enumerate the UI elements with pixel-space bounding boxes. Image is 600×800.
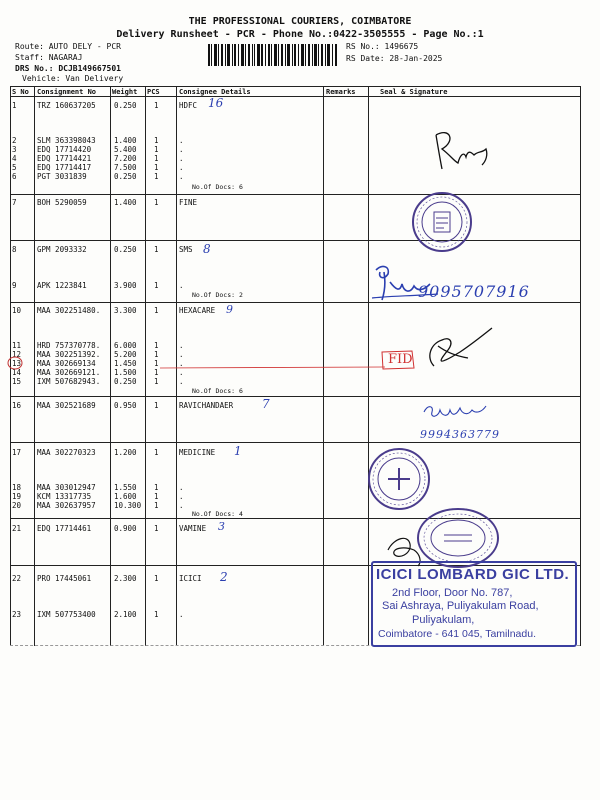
col-weight: Weight [112, 88, 138, 96]
col-sno: S No [12, 88, 29, 96]
route-label: Route: AUTO DELY - PCR [15, 42, 121, 51]
cell-text: Sai Ashraya, Puliyakulam Road, [382, 600, 539, 612]
col-pcs: PCS [147, 88, 160, 96]
cell-text: . [179, 163, 184, 172]
cell-text: 1.550 [114, 483, 137, 492]
cell-text: 1 [154, 154, 159, 163]
signature-4 [420, 398, 490, 428]
cell-text: PGT 3031839 [37, 172, 87, 181]
cell-text: MAA 302521689 [37, 401, 96, 410]
cell-text: 18 [12, 483, 22, 492]
cell-text: 5 [12, 163, 17, 172]
cell-text: 5.400 [114, 145, 137, 154]
cell-text: IXM 507753400 [37, 610, 96, 619]
cell-text: 2nd Floor, Door No. 787, [392, 587, 513, 599]
col-remarks: Remarks [326, 88, 356, 96]
staff-label: Staff: NAGARAJ [15, 53, 83, 62]
doc-count: No.Of Docs: 2 [192, 291, 243, 299]
cell-text: 1 [154, 350, 159, 359]
cell-text: 1 [154, 341, 159, 350]
cell-text: Coimbatore - 641 045, Tamilnadu. [378, 628, 536, 640]
cell-text: HEXACARE [179, 306, 216, 315]
row-13-circle [6, 356, 24, 370]
cell-text: 21 [12, 524, 22, 533]
cell-text: 1.400 [114, 136, 137, 145]
cell-text: 0.250 [114, 377, 137, 386]
vehicle-label: Vehicle: Van Delivery [22, 74, 124, 83]
drs-label: DRS No.: DCJB149667501 [15, 64, 121, 73]
cell-text: 12 [12, 350, 22, 359]
cell-text: HRD 757370778. [37, 341, 101, 350]
row-pcs: 1 [154, 101, 159, 110]
cell-text: MAA 302637957 [37, 501, 96, 510]
doc-count: No.Of Docs: 4 [192, 510, 243, 518]
cell-text: . [179, 377, 184, 386]
icici-note: 2 [220, 570, 228, 584]
cell-text: . [179, 172, 184, 181]
runsheet-subtitle: Delivery Runsheet - PCR - Phone No.:0422-3505555 - Page No.:1 [116, 29, 484, 40]
phone-note: 9095707916 [418, 282, 530, 301]
doc-count: No.Of Docs: 6 [192, 183, 243, 191]
cell-text: 2.300 [114, 574, 137, 583]
cell-text: 1.500 [114, 368, 137, 377]
cell-text: ICICI [179, 574, 202, 583]
cell-text: ICICI LOMBARD GIC LTD. [376, 566, 570, 583]
col-seal-signature: Seal & Signature [380, 88, 448, 96]
cell-text: 1.600 [114, 492, 137, 501]
cell-text: EDQ 17714417 [37, 163, 92, 172]
cell-text: EDQ 17714461 [37, 524, 92, 533]
cell-text: EDQ 17714421 [37, 154, 92, 163]
cell-text: 7 [12, 198, 17, 207]
cell-text: 1 [154, 401, 159, 410]
cell-text: 1 [154, 524, 159, 533]
cell-text: 4 [12, 154, 17, 163]
cell-text: 16 [12, 401, 22, 410]
cell-text: 1 [154, 172, 159, 181]
cell-text: 11 [12, 341, 22, 350]
cell-text: EDQ 17714420 [37, 145, 92, 154]
cell-text: 1 [154, 368, 159, 377]
ravi-note: 7 [262, 397, 270, 411]
cell-text: 1 [154, 377, 159, 386]
cell-text: GPM 2093332 [37, 245, 87, 254]
cell-text: 1 [154, 306, 159, 315]
cell-text: 1 [154, 574, 159, 583]
cell-text: . [179, 341, 184, 350]
cell-text: 1 [154, 198, 159, 207]
signature-1 [430, 125, 500, 175]
rs-date-label: RS Date: 28-Jan-2025 [346, 54, 443, 63]
col-consignment: Consignment No [37, 88, 97, 96]
cell-text: 3.300 [114, 306, 137, 315]
cell-text: 20 [12, 501, 22, 510]
cell-text: . [179, 350, 184, 359]
col-consignee: Consignee Details [179, 88, 251, 96]
row-consignment: TRZ 160637205 [37, 101, 96, 110]
cell-text: 1.200 [114, 448, 137, 457]
cell-text: 0.250 [114, 245, 137, 254]
cell-text: 14 [12, 368, 22, 377]
cell-text: BOH 5290059 [37, 198, 87, 207]
cell-text: . [179, 145, 184, 154]
cell-text: 1 [154, 136, 159, 145]
cell-text: IXM 507682943. [37, 377, 101, 386]
cell-text: MEDICINE [179, 448, 216, 457]
company-seal-icon [410, 190, 474, 254]
cell-text: 1 [154, 610, 159, 619]
cell-text: 0.950 [114, 401, 137, 410]
cell-text: VAMINE [179, 524, 207, 533]
cell-text: . [179, 281, 184, 290]
signature-2 [370, 262, 440, 304]
cell-text: 1 [154, 501, 159, 510]
cell-text: 1.450 [114, 359, 137, 368]
cell-text: 7.200 [114, 154, 137, 163]
cell-text: Puliyakulam, [412, 614, 475, 626]
cell-text: 1 [154, 281, 159, 290]
row-consignee: HDFC [179, 101, 198, 110]
cell-text: MAA 303012947 [37, 483, 96, 492]
signature-3 [420, 322, 500, 378]
cell-text: . [179, 154, 184, 163]
phone-note-2: 9994363779 [420, 428, 500, 441]
cell-text: RAVICHANDAER [179, 401, 234, 410]
cell-text: 9 [12, 281, 17, 290]
cell-text: . [179, 359, 184, 368]
cell-text: 6.000 [114, 341, 137, 350]
cell-text: . [179, 492, 184, 501]
cell-text: 0.900 [114, 524, 137, 533]
cell-text: . [179, 501, 184, 510]
cell-text: 1 [154, 145, 159, 154]
cell-text: 3 [12, 145, 17, 154]
cell-text: 1.400 [114, 198, 137, 207]
cell-text: 2 [12, 136, 17, 145]
cell-text: 0.250 [114, 172, 137, 181]
cell-text: 10 [12, 306, 22, 315]
cell-text: SLM 363398043 [37, 136, 96, 145]
cell-text: 6 [12, 172, 17, 181]
cell-text: 1 [154, 448, 159, 457]
cell-text: 1 [154, 245, 159, 254]
cell-text: . [179, 610, 184, 619]
cell-text: 13 [12, 359, 22, 368]
cell-text: 17 [12, 448, 22, 457]
vamine-note: 3 [218, 520, 225, 533]
cell-text: . [179, 368, 184, 377]
cell-text: MAA 302251480. [37, 306, 101, 315]
cell-text: 5.200 [114, 350, 137, 359]
row-sno: 1 [12, 101, 17, 110]
cell-text: . [179, 136, 184, 145]
cell-text: 15 [12, 377, 22, 386]
cell-text: 1 [154, 492, 159, 501]
cell-text: 1 [154, 483, 159, 492]
cell-text: MAA 302251392. [37, 350, 101, 359]
cell-text: SMS [179, 245, 193, 254]
cell-text: KCM 13317735 [37, 492, 92, 501]
cell-text: 8 [12, 245, 17, 254]
cell-text: 1 [154, 163, 159, 172]
cell-text: 2.100 [114, 610, 137, 619]
cell-text: 1 [154, 359, 159, 368]
cell-text: 3.900 [114, 281, 137, 290]
cell-text: 10.300 [114, 501, 142, 510]
hexacare-note: 9 [226, 303, 233, 316]
medicine-note: 1 [234, 444, 242, 458]
barcode [208, 44, 338, 66]
cell-text: 23 [12, 610, 22, 619]
row-13-line [160, 365, 390, 371]
cell-text: FINE [179, 198, 198, 207]
doc-count: No.Of Docs: 6 [192, 387, 243, 395]
cell-text: APK 1223841 [37, 281, 87, 290]
rs-no-label: RS No.: 1496675 [346, 42, 419, 51]
company-title: THE PROFESSIONAL COURIERS, COIMBATORE [188, 16, 412, 27]
sms-note: 8 [203, 242, 211, 256]
hdfc-note: 16 [208, 96, 224, 110]
cell-text: . [179, 483, 184, 492]
cell-text: MAA 302669134 [37, 359, 96, 368]
row-weight: 0.250 [114, 101, 137, 110]
cell-text: MAA 302270323 [37, 448, 96, 457]
cell-text: 7.500 [114, 163, 137, 172]
fid-mark: FID [388, 352, 413, 367]
cell-text: MAA 302669121. [37, 368, 101, 377]
medical-seal-icon [366, 446, 432, 512]
cell-text: 19 [12, 492, 22, 501]
cell-text: 22 [12, 574, 22, 583]
cell-text: PRO 17445061 [37, 574, 92, 583]
